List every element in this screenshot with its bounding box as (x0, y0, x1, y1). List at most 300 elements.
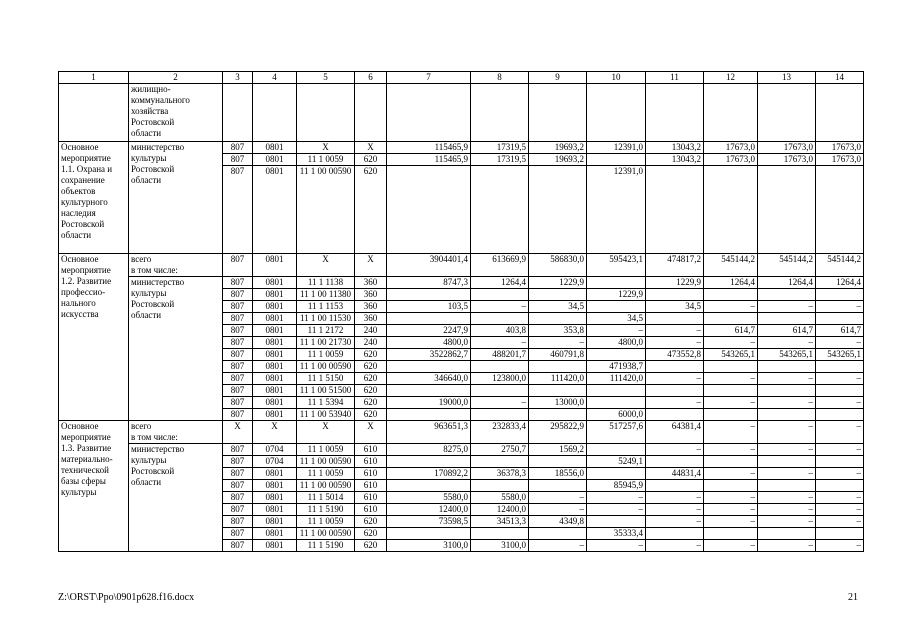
table-cell (758, 84, 816, 142)
table-cell: 0801 (253, 313, 297, 325)
table-cell: 11 1 00 53940 (297, 409, 355, 421)
table-cell: 1229,9 (529, 277, 587, 289)
table-cell: – (816, 397, 864, 409)
table-cell: 0801 (253, 361, 297, 373)
table-cell: – (758, 540, 816, 552)
table-cell: – (816, 504, 864, 516)
table-cell (471, 289, 529, 301)
table-cell: 614,7 (758, 325, 816, 337)
table-cell (758, 313, 816, 325)
table-cell: 807 (223, 397, 253, 409)
table-cell: X (297, 142, 355, 154)
table-cell: 4800,0 (387, 337, 471, 349)
table-cell: 13000,0 (529, 397, 587, 409)
table-cell: 543265,1 (758, 349, 816, 361)
table-cell: 807 (223, 468, 253, 480)
table-cell: – (816, 301, 864, 313)
table-cell (646, 480, 704, 492)
table-cell: X (355, 142, 387, 154)
table-cell (816, 313, 864, 325)
table-cell (297, 84, 355, 142)
total-label-cell: всего в том числе: (129, 254, 223, 277)
table-cell (816, 84, 864, 142)
table-cell: 1569,2 (529, 444, 587, 456)
table-cell (529, 385, 587, 397)
table-cell: 610 (355, 504, 387, 516)
table-cell: – (758, 397, 816, 409)
table-cell: 545144,2 (758, 254, 816, 277)
column-header: 11 (646, 72, 704, 84)
table-cell: – (587, 504, 646, 516)
table-cell: 11 1 5190 (297, 540, 355, 552)
table-cell: 620 (355, 166, 387, 254)
table-cell: 807 (223, 409, 253, 421)
table-cell: 620 (355, 397, 387, 409)
table-cell: 111420,0 (529, 373, 587, 385)
table-cell: 11 1 0059 (297, 468, 355, 480)
table-cell: – (471, 337, 529, 349)
table-cell (646, 166, 704, 254)
table-cell: X (253, 421, 297, 444)
column-header: 13 (758, 72, 816, 84)
table-cell: 11 1 2172 (297, 325, 355, 337)
table-cell: 545144,2 (704, 254, 758, 277)
table-cell (704, 528, 758, 540)
table-cell: 85945,9 (587, 480, 646, 492)
table-cell: – (646, 516, 704, 528)
table-cell: 0801 (253, 468, 297, 480)
table-cell: – (587, 325, 646, 337)
table-cell: – (816, 492, 864, 504)
table-cell: – (816, 421, 864, 444)
table-cell: 11 1 1138 (297, 277, 355, 289)
table-cell: 360 (355, 313, 387, 325)
table-row (59, 72, 864, 84)
table-cell: 353,8 (529, 325, 587, 337)
table-cell (387, 528, 471, 540)
table-cell (223, 84, 253, 142)
table-cell: 5580,0 (387, 492, 471, 504)
table-cell: 0801 (253, 277, 297, 289)
executor-cell: министерство культуры Ростовской области (129, 444, 223, 552)
footer-file-path: Z:\ORST\Ppo\0901p628.f16.docx (58, 592, 195, 603)
table-cell: 34,5 (529, 301, 587, 313)
table-cell: – (758, 504, 816, 516)
executor-cell: министерство культуры Ростовской области (129, 277, 223, 421)
table-cell: 12400,0 (471, 504, 529, 516)
table-cell: – (816, 516, 864, 528)
table-cell (646, 289, 704, 301)
table-cell (646, 409, 704, 421)
table-cell: – (529, 540, 587, 552)
table-cell: 543265,1 (704, 349, 758, 361)
table-row (59, 254, 864, 277)
table-cell: – (471, 301, 529, 313)
table-cell: 360 (355, 277, 387, 289)
table-cell: 11 1 5394 (297, 397, 355, 409)
table-cell: – (529, 492, 587, 504)
table-cell: 295822,9 (529, 421, 587, 444)
table-cell (816, 480, 864, 492)
table-cell: 34,5 (587, 313, 646, 325)
table-cell: 0801 (253, 301, 297, 313)
table-cell (471, 480, 529, 492)
table-cell (646, 385, 704, 397)
table-cell: – (587, 492, 646, 504)
table-cell: 610 (355, 456, 387, 468)
table-cell: 115465,9 (387, 142, 471, 154)
table-cell (704, 289, 758, 301)
table-cell: 620 (355, 361, 387, 373)
table-cell: 17319,5 (471, 154, 529, 166)
table-cell: 1264,4 (758, 277, 816, 289)
table-cell: 11 1 5014 (297, 492, 355, 504)
table-cell (704, 84, 758, 142)
table-cell: – (704, 373, 758, 385)
table-cell: – (646, 444, 704, 456)
table-cell: – (471, 397, 529, 409)
table-cell: – (816, 540, 864, 552)
table-cell: 11 1 1153 (297, 301, 355, 313)
table-cell: 403,8 (471, 325, 529, 337)
column-header: 12 (704, 72, 758, 84)
budget-table (58, 71, 864, 552)
page-number: 21 (848, 592, 858, 603)
table-cell: 807 (223, 166, 253, 254)
table-cell (387, 456, 471, 468)
table-cell: 12391,0 (587, 142, 646, 154)
table-cell (587, 397, 646, 409)
table-cell: 543265,1 (816, 349, 864, 361)
column-header: 1 (59, 72, 129, 84)
table-cell (253, 84, 297, 142)
table-cell: 807 (223, 492, 253, 504)
table-cell: X (297, 421, 355, 444)
table-cell (704, 456, 758, 468)
table-cell (587, 444, 646, 456)
column-header: 6 (355, 72, 387, 84)
table-cell (758, 528, 816, 540)
table-cell: 620 (355, 385, 387, 397)
table-cell (646, 456, 704, 468)
table-cell: 111420,0 (587, 373, 646, 385)
table-cell: – (646, 397, 704, 409)
table-cell (816, 289, 864, 301)
table-cell: 610 (355, 492, 387, 504)
table-cell: 807 (223, 313, 253, 325)
table-cell: 240 (355, 325, 387, 337)
table-cell: 620 (355, 540, 387, 552)
table-cell: 11 1 0059 (297, 349, 355, 361)
table-cell: 11 1 00 00590 (297, 166, 355, 254)
table-cell: 64381,4 (646, 421, 704, 444)
table-cell: – (646, 337, 704, 349)
column-header: 7 (387, 72, 471, 84)
table-cell: 11 1 00 11380 (297, 289, 355, 301)
table-cell: 807 (223, 528, 253, 540)
table-cell: – (704, 504, 758, 516)
table-cell: – (758, 373, 816, 385)
table-cell (704, 480, 758, 492)
table-cell: – (758, 468, 816, 480)
table-cell: 0801 (253, 516, 297, 528)
table-cell (816, 528, 864, 540)
table-cell (587, 301, 646, 313)
table-cell: 3100,0 (471, 540, 529, 552)
table-cell: 488201,7 (471, 349, 529, 361)
table-cell: 1264,4 (704, 277, 758, 289)
table-cell: – (704, 492, 758, 504)
table-cell: 17673,0 (758, 142, 816, 154)
table-cell (387, 166, 471, 254)
table-cell (646, 313, 704, 325)
table-cell: – (704, 540, 758, 552)
table-cell: – (758, 337, 816, 349)
table-cell: 1264,4 (471, 277, 529, 289)
table-cell: 620 (355, 373, 387, 385)
table-cell (529, 528, 587, 540)
column-header: 14 (816, 72, 864, 84)
table-cell (646, 528, 704, 540)
table-cell (471, 361, 529, 373)
table-cell: 360 (355, 289, 387, 301)
table-cell: 44831,4 (646, 468, 704, 480)
table-cell: 232833,4 (471, 421, 529, 444)
table-cell: 473552,8 (646, 349, 704, 361)
table-cell: 586830,0 (529, 254, 587, 277)
table-cell: 807 (223, 385, 253, 397)
table-cell (704, 313, 758, 325)
table-cell (529, 456, 587, 468)
table-cell (587, 349, 646, 361)
table-cell (704, 361, 758, 373)
table-cell: 123800,0 (471, 373, 529, 385)
table-cell: 807 (223, 480, 253, 492)
table-cell: – (587, 540, 646, 552)
table-cell: – (758, 421, 816, 444)
table-cell: – (758, 301, 816, 313)
table-cell (529, 409, 587, 421)
column-header: 8 (471, 72, 529, 84)
table-cell: – (704, 337, 758, 349)
table-cell (646, 84, 704, 142)
table-cell: 2247,9 (387, 325, 471, 337)
table-cell: 620 (355, 409, 387, 421)
table-cell: 0801 (253, 492, 297, 504)
table-cell (758, 385, 816, 397)
table-cell: 620 (355, 154, 387, 166)
table-cell: 1229,9 (587, 289, 646, 301)
table-cell: 11 1 00 00590 (297, 528, 355, 540)
table-cell: 807 (223, 325, 253, 337)
column-header: 10 (587, 72, 646, 84)
table-cell: 4800,0 (587, 337, 646, 349)
table-cell: 346640,0 (387, 373, 471, 385)
table-cell: 3904401,4 (387, 254, 471, 277)
table-cell (387, 84, 471, 142)
table-cell: X (355, 254, 387, 277)
table-cell (587, 516, 646, 528)
executor-cell: жилищно- коммунального хозяйства Ростовской области (129, 84, 223, 142)
table-cell: 545144,2 (816, 254, 864, 277)
table-cell: 0704 (253, 444, 297, 456)
table-cell: 6000,0 (587, 409, 646, 421)
table-cell: 11 1 00 21730 (297, 337, 355, 349)
table-cell (471, 409, 529, 421)
table-cell: 34,5 (646, 301, 704, 313)
table-cell: 11 1 00 51500 (297, 385, 355, 397)
table-cell: 0704 (253, 456, 297, 468)
table-cell (704, 385, 758, 397)
table-cell (587, 277, 646, 289)
table-cell: 807 (223, 301, 253, 313)
table-cell: – (646, 504, 704, 516)
table-cell: 807 (223, 444, 253, 456)
table-cell: 0801 (253, 540, 297, 552)
table-cell: – (704, 421, 758, 444)
table-cell: 0801 (253, 154, 297, 166)
table-cell: 3100,0 (387, 540, 471, 552)
column-header: 2 (129, 72, 223, 84)
program-cell: Основное мероприятие 1.2. Развитие профессио- нального искусства (59, 254, 129, 421)
table-cell: 0801 (253, 337, 297, 349)
table-cell: – (529, 504, 587, 516)
table-cell: – (758, 444, 816, 456)
table-cell (587, 84, 646, 142)
table-cell (758, 409, 816, 421)
table-cell: 595423,1 (587, 254, 646, 277)
table-cell: 807 (223, 361, 253, 373)
table-cell: 19693,2 (529, 142, 587, 154)
table-cell: – (646, 492, 704, 504)
table-row (59, 421, 864, 444)
table-cell: 17319,5 (471, 142, 529, 154)
table-cell: 0801 (253, 289, 297, 301)
table-cell (529, 361, 587, 373)
table-cell: 0801 (253, 504, 297, 516)
table-cell: 11 1 00 00590 (297, 480, 355, 492)
table-cell: 360 (355, 301, 387, 313)
program-cell (59, 84, 129, 142)
table-cell: 807 (223, 337, 253, 349)
table-cell: 11 1 00 00590 (297, 456, 355, 468)
table-cell (816, 409, 864, 421)
table-cell (529, 313, 587, 325)
table-cell: 610 (355, 468, 387, 480)
table-cell: 73598,5 (387, 516, 471, 528)
table-cell: 0801 (253, 142, 297, 154)
table-cell: – (758, 492, 816, 504)
table-cell: 18556,0 (529, 468, 587, 480)
table-cell: 807 (223, 349, 253, 361)
table-cell: 0801 (253, 349, 297, 361)
table-cell (758, 456, 816, 468)
table-cell: – (704, 301, 758, 313)
table-cell (529, 480, 587, 492)
table-cell: 807 (223, 373, 253, 385)
table-cell: 610 (355, 444, 387, 456)
table-cell: 11 1 0059 (297, 444, 355, 456)
table-cell: 17673,0 (816, 142, 864, 154)
table-cell: 13043,2 (646, 154, 704, 166)
table-cell: – (529, 337, 587, 349)
table-cell: 0801 (253, 528, 297, 540)
table-cell: 620 (355, 349, 387, 361)
table-cell: 13043,2 (646, 142, 704, 154)
table-cell (387, 409, 471, 421)
table-cell: 963651,3 (387, 421, 471, 444)
table-cell: – (816, 337, 864, 349)
table-cell (529, 166, 587, 254)
table-cell: X (297, 254, 355, 277)
table-cell (646, 361, 704, 373)
table-cell: 807 (223, 277, 253, 289)
table-cell: 3522862,7 (387, 349, 471, 361)
table-cell: 0801 (253, 480, 297, 492)
column-header: 5 (297, 72, 355, 84)
table-cell: 170892,2 (387, 468, 471, 480)
table-cell (758, 166, 816, 254)
table-cell: – (704, 397, 758, 409)
table-cell: 12391,0 (587, 166, 646, 254)
table-cell: 12400,0 (387, 504, 471, 516)
table-cell: 620 (355, 516, 387, 528)
table-cell: 807 (223, 154, 253, 166)
table-cell: 11 1 00 00590 (297, 361, 355, 373)
table-cell: 17673,0 (758, 154, 816, 166)
table-cell (816, 361, 864, 373)
table-cell: 11 1 0059 (297, 516, 355, 528)
table-cell (587, 468, 646, 480)
table-cell (758, 480, 816, 492)
table-cell: 1229,9 (646, 277, 704, 289)
table-cell: 5580,0 (471, 492, 529, 504)
table-cell: 34513,3 (471, 516, 529, 528)
column-header: 9 (529, 72, 587, 84)
table-cell: 19000,0 (387, 397, 471, 409)
table-cell (816, 456, 864, 468)
table-cell: X (355, 421, 387, 444)
table-cell: 517257,6 (587, 421, 646, 444)
table-cell: 471938,7 (587, 361, 646, 373)
table-cell (704, 409, 758, 421)
table-cell: 807 (223, 254, 253, 277)
table-cell: 0801 (253, 373, 297, 385)
table-cell: 4349,8 (529, 516, 587, 528)
table-cell: – (816, 373, 864, 385)
table-cell: 0801 (253, 325, 297, 337)
table-cell: 0801 (253, 254, 297, 277)
table-cell: 19693,2 (529, 154, 587, 166)
table-cell: 0801 (253, 409, 297, 421)
column-header: 4 (253, 72, 297, 84)
table-cell (529, 289, 587, 301)
table-cell: 0801 (253, 166, 297, 254)
table-cell: 240 (355, 337, 387, 349)
table-cell: 17673,0 (704, 154, 758, 166)
table-cell: 807 (223, 456, 253, 468)
table-cell: 5249,1 (587, 456, 646, 468)
table-cell: 807 (223, 289, 253, 301)
table-cell (758, 361, 816, 373)
table-cell: 35333,4 (587, 528, 646, 540)
table-cell (387, 480, 471, 492)
table-cell: 115465,9 (387, 154, 471, 166)
table-cell (355, 84, 387, 142)
program-cell: Основное мероприятие 1.1. Охрана и сохранение объектов культурного наследия Ростовской области (59, 142, 129, 254)
executor-cell: министерство культуры Ростовской области (129, 142, 223, 254)
table-cell: 0801 (253, 397, 297, 409)
